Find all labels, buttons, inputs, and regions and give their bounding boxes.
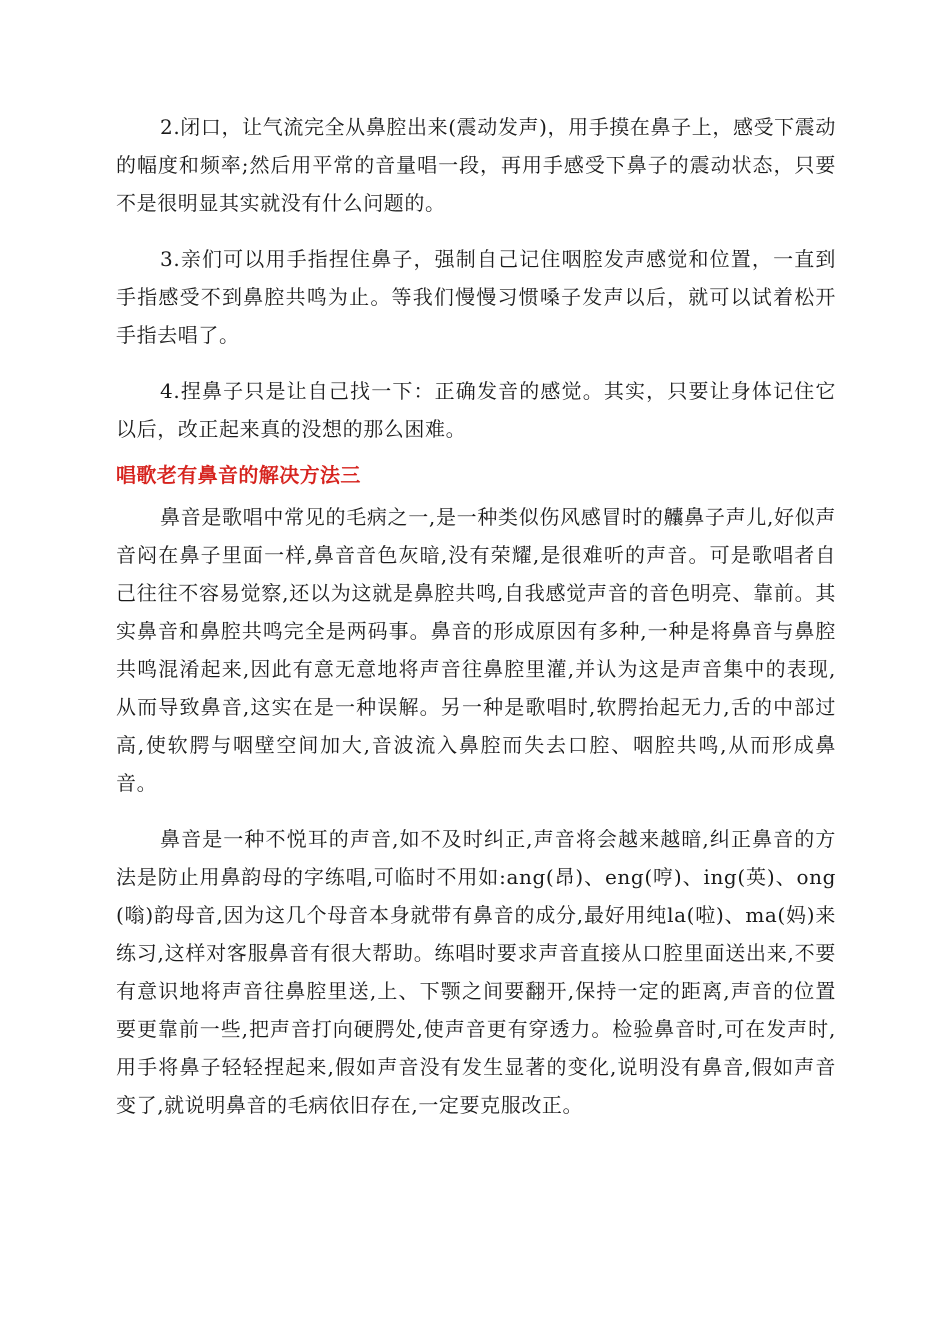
paragraph-step-2: 2.闭口，让气流完全从鼻腔出来(震动发声)，用手摸在鼻子上，感受下震动的幅度和频率;然后用平常的音量唱一段，再用手感受下鼻子的震动状态，只要不是很明显其实就没有什么问题的。	[116, 115, 836, 215]
paragraph-step-4: 4.捏鼻子只是让自己找一下：正确发音的感觉。其实，只要让身体记住它以后，改正起来真的没想的那么困难。	[116, 379, 836, 441]
paragraph-step-3: 3.亲们可以用手指捏住鼻子，强制自己记住咽腔发声感觉和位置，一直到手指感受不到鼻腔共鸣为止。等我们慢慢习惯嗓子发声以后，就可以试着松开手指去唱了。	[116, 247, 836, 347]
paragraph-nasal-description: 鼻音是歌唱中常见的毛病之一,是一种类似伤风感冒时的齉鼻子声儿,好似声音闷在鼻子里面一样,鼻音音色灰暗,没有荣耀,是很难听的声音。可是歌唱者自己往往不容易觉察,还以为这就是鼻腔共鸣,自我感觉声音的音色明亮、靠前。其实鼻音和鼻腔共鸣完全是两码事。鼻音的形成原因有多种,一种是将鼻音与鼻腔共鸣混淆起来,因此有意无意地将声音往鼻腔里灌,并认为这是声音集中的表现,从而导致鼻音,这实在是一种误解。另一种是歌唱时,软腭抬起无力,舌的中部过高,使软腭与咽壁空间加大,音波流入鼻腔而失去口腔、咽腔共鸣,从而形成鼻音。	[116, 505, 836, 795]
paragraph-nasal-correction: 鼻音是一种不悦耳的声音,如不及时纠正,声音将会越来越暗,纠正鼻音的方法是防止用鼻韵母的字练唱,可临时不用如:ang(昂)、eng(哼)、ing(英)、ong(嗡)韵母音,因为这几个母音本身就带有鼻音的成分,最好用纯la(啦)、ma(妈)来练习,这样对客服鼻音有很大帮助。练唱时要求声音直接从口腔里面送出来,不要有意识地将声音往鼻腔里送,上、下颚之间要翻开,保持一定的距离,声音的位置要更靠前一些,把声音打向硬腭处,使声音更有穿透力。检验鼻音时,可在发声时,用手将鼻子轻轻捏起来,假如声音没有发生显著的变化,说明没有鼻音,假如声音变了,就说明鼻音的毛病依旧存在,一定要克服改正。	[116, 827, 836, 1117]
document-page	[116, 108, 836, 1142]
section-heading: 唱歌老有鼻音的解决方法三	[116, 463, 361, 487]
